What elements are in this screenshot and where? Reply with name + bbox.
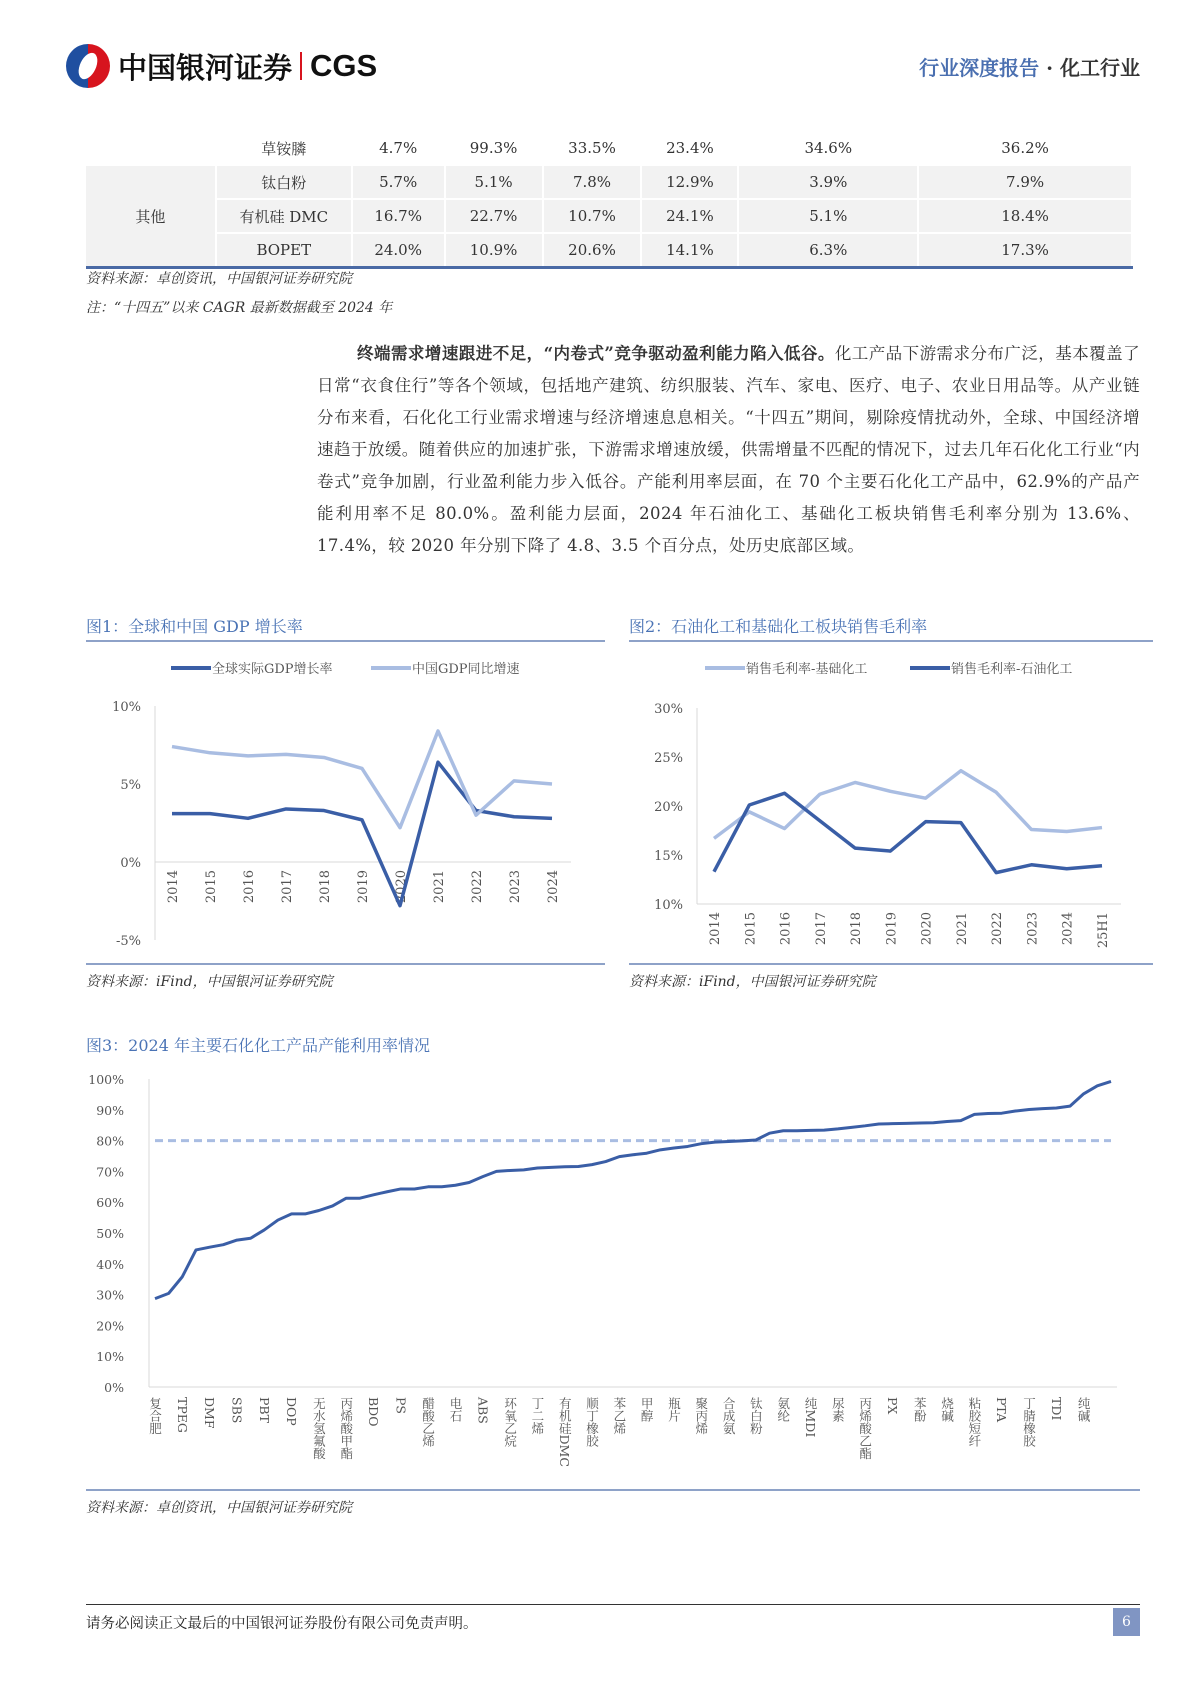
paragraph-lead: 终端需求增速跟进不足，“内卷式”竞争驱动盈利能力陷入低谷。 — [357, 344, 835, 363]
fig1-top-rule — [86, 640, 605, 642]
x-tick-label: DOP — [284, 1397, 300, 1426]
x-tick-label: 2023 — [508, 870, 523, 904]
x-tick-label: PS — [393, 1397, 409, 1414]
x-tick-label: 2021 — [954, 912, 970, 946]
x-tick-label: 丁二烯 — [529, 1397, 545, 1435]
y-tick-label: 10% — [96, 1349, 124, 1365]
x-tick-label: 2022 — [470, 870, 485, 904]
fig2-top-rule — [629, 640, 1153, 642]
report-category — [919, 52, 1140, 81]
value-cell: 23.4% — [641, 131, 738, 165]
x-tick-label: 2019 — [884, 912, 900, 946]
x-tick-label: 苯乙烯 — [611, 1397, 627, 1435]
x-tick-label: 尿素 — [830, 1397, 846, 1422]
x-tick-label: 2016 — [778, 912, 794, 946]
y-tick-label: 25% — [654, 751, 683, 766]
value-cell: 24.1% — [641, 199, 738, 233]
x-tick-label: 丙烯酸甲酯 — [338, 1397, 354, 1460]
y-tick-label: 40% — [96, 1256, 124, 1272]
y-tick-label: 20% — [654, 800, 683, 815]
x-tick-label: 2015 — [204, 870, 219, 904]
x-tick-label: SBS — [229, 1397, 245, 1424]
x-tick-label: 钛白粉 — [748, 1397, 764, 1435]
x-tick-label: 环氧乙烷 — [502, 1397, 518, 1447]
table-row — [86, 233, 1132, 268]
value-cell: 4.7% — [352, 131, 445, 165]
industry: 化工行业 — [1060, 56, 1140, 80]
x-tick-label: 2019 — [356, 870, 371, 904]
footer-disclaimer: 请务必阅读正文最后的中国银河证券股份有限公司免责声明。 — [86, 1616, 478, 1632]
fig3-title: 图3：2024 年主要石化化工产品产能利用率情况 — [86, 1036, 430, 1055]
x-tick-label: 复合肥 — [147, 1397, 163, 1435]
legend-label-2: 中国GDP同比增速 — [412, 662, 520, 677]
x-tick-label: 顺丁橡胶 — [584, 1397, 600, 1447]
legend-label-1: 全球实际GDP增长率 — [212, 662, 333, 677]
x-tick-label: 2022 — [990, 912, 1006, 946]
value-cell: 12.9% — [641, 165, 738, 199]
y-tick-label: 50% — [96, 1226, 124, 1241]
value-cell: 34.6% — [738, 131, 918, 165]
x-tick-label: 2018 — [318, 870, 333, 904]
fig1-bottom-rule — [86, 963, 605, 965]
x-tick-label: DMF — [202, 1397, 218, 1429]
x-tick-label: 2020 — [919, 912, 935, 946]
x-tick-label: 电石 — [447, 1397, 463, 1422]
legend-label-2: 销售毛利率-石油化工 — [951, 662, 1073, 677]
x-tick-label: 2014 — [708, 912, 723, 946]
value-cell: 5.1% — [738, 199, 918, 233]
capacity-utilization-chart — [86, 1060, 1156, 1490]
fig1-source: 资料来源：iFind，中国银河证券研究院 — [86, 974, 333, 990]
page-number: 6 — [1113, 1608, 1140, 1636]
y-tick-label: 0% — [104, 1380, 124, 1395]
x-tick-label: 2017 — [813, 912, 829, 946]
value-cell: 10.9% — [445, 233, 543, 268]
x-tick-label: 无水氢氟酸 — [311, 1397, 327, 1460]
x-tick-label: 2014 — [166, 870, 181, 904]
x-tick-label: PTA — [994, 1397, 1010, 1423]
x-tick-label: PX — [884, 1397, 900, 1415]
table-row — [86, 165, 1132, 199]
fig2-bottom-rule — [629, 963, 1153, 965]
paragraph-body: 化工产品下游需求分布广泛，基本覆盖了日常“衣食住行”等各个领域，包括地产建筑、纺织服装、汽车、家电、医疗、电子、农业日用品等。从产业链分布来看，石化化工行业需求增速与经济增速息息相关。“十四五”期间，剔除疫情扰动外，全球、中国经济增速趋于放缓。随着供应的加速扩张，下游需求增速放缓，供需增量不匹配的情况下，过去几年石化化工行业“内卷式”竞争加剧，行业盈利能力步入低谷。产能利用率层面，在 70 个主要石化化工产品中，62.9%的产品产能利用率不足 80.0%。盈利能力层面，2024 年石油化工、基础化工板块销售毛利率分别为 13.6%、17.4%，较 2020 年分别下降了 4.8、3.5 个百分点，处历史底部区域。 — [317, 344, 1140, 555]
group-cell: 其他 — [86, 165, 216, 268]
brand-cn: 中国银河证券 — [118, 50, 293, 85]
value-cell: 3.9% — [738, 165, 918, 199]
y-tick-label: -5% — [115, 934, 141, 949]
x-tick-label: 粘胶短纤 — [966, 1397, 982, 1447]
x-tick-label: 25H1 — [1096, 912, 1111, 949]
x-tick-label: PBT — [256, 1397, 272, 1423]
y-tick-label: 0% — [120, 856, 141, 871]
gdp-growth-chart — [86, 650, 606, 960]
product-cell: 钛白粉 — [216, 165, 352, 199]
y-tick-label: 100% — [88, 1072, 124, 1087]
x-tick-label: 瓶片 — [666, 1397, 682, 1422]
logo-divider — [300, 52, 302, 80]
fig3-bottom-rule — [86, 1489, 1140, 1491]
series-line-2 — [714, 793, 1102, 872]
x-tick-label: 甲醇 — [639, 1397, 655, 1422]
logo-mark-icon — [66, 44, 110, 88]
fig2-source: 资料来源：iFind，中国银河证券研究院 — [629, 974, 876, 990]
x-tick-label: 苯酚 — [912, 1397, 928, 1422]
fig1-title: 图1：全球和中国 GDP 增长率 — [86, 617, 303, 636]
value-cell: 18.4% — [918, 199, 1132, 233]
value-cell: 20.6% — [543, 233, 642, 268]
value-cell: 10.7% — [543, 199, 642, 233]
x-tick-label: ABS — [475, 1397, 491, 1424]
brand-en: CGS — [310, 48, 378, 83]
x-tick-label: 合成氨 — [721, 1397, 737, 1435]
x-tick-label: 烧碱 — [939, 1397, 955, 1422]
footer-rule — [86, 1604, 1140, 1605]
value-cell: 16.7% — [352, 199, 445, 233]
value-cell: 7.8% — [543, 165, 642, 199]
y-tick-label: 10% — [654, 898, 683, 913]
x-tick-label: 丁腈橡胶 — [1021, 1397, 1037, 1447]
table-note: 注：“十四五”以来 CAGR 最新数据截至 2024 年 — [86, 300, 393, 316]
x-tick-label: 2023 — [1025, 912, 1041, 946]
series-line-1 — [714, 771, 1102, 839]
value-cell: 24.0% — [352, 233, 445, 268]
y-tick-label: 20% — [96, 1318, 124, 1334]
x-tick-label: 聚丙烯 — [693, 1397, 709, 1435]
y-tick-label: 15% — [654, 849, 683, 864]
product-cell: 有机硅 DMC — [216, 199, 352, 233]
body-paragraph — [317, 338, 1140, 562]
utilization-line — [155, 1081, 1111, 1298]
x-tick-label: 醋酸乙烯 — [420, 1397, 436, 1447]
value-cell: 5.1% — [445, 165, 543, 199]
value-cell: 99.3% — [445, 131, 543, 165]
group-cell — [86, 131, 216, 165]
value-cell: 7.9% — [918, 165, 1132, 199]
y-tick-label: 90% — [96, 1102, 124, 1118]
value-cell: 17.3% — [918, 233, 1132, 268]
y-tick-label: 80% — [96, 1133, 124, 1149]
product-cell: BOPET — [216, 233, 352, 268]
y-tick-label: 30% — [96, 1287, 124, 1303]
x-tick-label: 纯MDI — [803, 1397, 819, 1438]
legend-label-1: 销售毛利率-基础化工 — [746, 662, 868, 677]
x-tick-label: 丙烯酸乙酯 — [857, 1397, 873, 1460]
x-tick-label: 2024 — [1060, 912, 1076, 946]
brand-logo — [66, 44, 377, 88]
x-tick-label: 2015 — [743, 912, 759, 946]
x-tick-label: 2016 — [242, 870, 257, 904]
value-cell: 14.1% — [641, 233, 738, 268]
y-tick-label: 70% — [96, 1164, 124, 1180]
separator: · — [1046, 56, 1054, 80]
y-tick-label: 60% — [96, 1195, 124, 1211]
table-source: 资料来源：卓创资讯，中国银河证券研究院 — [86, 271, 352, 287]
gross-margin-chart — [629, 650, 1154, 960]
value-cell: 22.7% — [445, 199, 543, 233]
value-cell: 33.5% — [543, 131, 642, 165]
x-tick-label: 2017 — [280, 870, 295, 904]
x-tick-label: TPEG — [174, 1397, 190, 1433]
y-tick-label: 30% — [654, 702, 683, 717]
table-row — [86, 199, 1132, 233]
cagr-table — [86, 130, 1133, 269]
x-tick-label: 2018 — [849, 912, 865, 946]
value-cell: 5.7% — [352, 165, 445, 199]
table-row — [86, 131, 1132, 165]
x-tick-label: 有机硅DMC — [557, 1397, 573, 1467]
x-tick-label: 纯碱 — [1076, 1397, 1092, 1422]
value-cell: 6.3% — [738, 233, 918, 268]
value-cell: 36.2% — [918, 131, 1132, 165]
product-cell: 草铵膦 — [216, 131, 352, 165]
x-tick-label: 2020 — [394, 870, 409, 904]
report-type: 行业深度报告 — [919, 56, 1040, 80]
y-tick-label: 10% — [112, 700, 141, 715]
x-tick-label: 2021 — [432, 870, 447, 904]
y-tick-label: 5% — [120, 778, 141, 793]
x-tick-label: BDO — [366, 1397, 382, 1427]
x-tick-label: TDI — [1048, 1397, 1064, 1421]
x-tick-label: 2024 — [546, 870, 561, 904]
x-tick-label: 氨纶 — [775, 1397, 791, 1422]
fig2-title: 图2：石油化工和基础化工板块销售毛利率 — [629, 617, 928, 636]
fig3-source: 资料来源：卓创资讯，中国银河证券研究院 — [86, 1500, 352, 1516]
